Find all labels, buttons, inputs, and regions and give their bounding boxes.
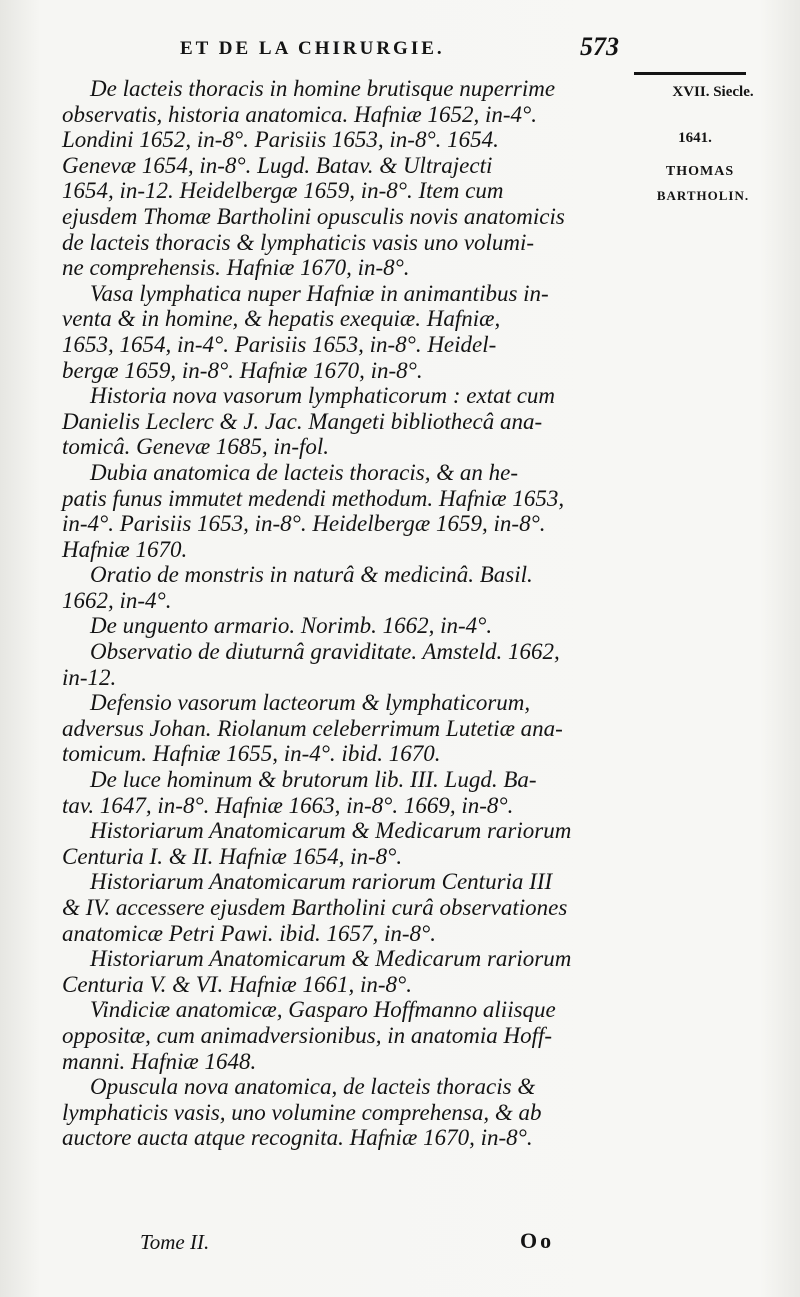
margin-note-author-first: THOMAS: [665, 164, 735, 179]
text-line: Historiarum Anatomicarum & Medicarum rariorum: [90, 818, 572, 844]
text-line: anatomicæ Petri Pawi. ibid. 1657, in-8°.: [62, 920, 436, 946]
text-line: tomicâ. Genevæ 1685, in-fol.: [62, 434, 330, 460]
text-line: 1653, 1654, in-4°. Parisiis 1653, in-8°. Heidel-: [62, 331, 497, 357]
text-line: de lacteis thoracis & lymphaticis vasis uno volumi-: [62, 229, 535, 255]
text-line: De unguento armario. Norimb. 1662, in-4°.: [90, 613, 493, 639]
text-line: lymphaticis vasis, uno volumine comprehensa, & ab: [62, 1099, 542, 1125]
text-line: auctore aucta atque recognita. Hafniæ 1670, in-8°.: [62, 1125, 533, 1151]
text-line: ne comprehensis. Hafniæ 1670, in-8°.: [62, 255, 410, 281]
volume-footer: Tome II.: [140, 1230, 210, 1254]
text-line: 1654, in-12. Heidelbergæ 1659, in-8°. Item cum: [62, 178, 504, 204]
text-line: patis funus immutet medendi methodum. Hafniæ 1653,: [62, 485, 565, 511]
text-line: Londini 1652, in-8°. Parisiis 1653, in-8°. 1654.: [62, 127, 499, 153]
text-line: in-4°. Parisiis 1653, in-8°. Heidelbergæ 1659, in-8°.: [62, 511, 546, 537]
text-line: Centuria V. & VI. Hafniæ 1661, in-8°.: [62, 971, 412, 997]
text-line: Historia nova vasorum lymphaticorum : extat cum: [90, 383, 556, 409]
page-number: 573: [580, 32, 619, 61]
text-line: Oratio de monstris in naturâ & medicinâ. Basil.: [90, 562, 533, 588]
text-line: Opuscula nova anatomica, de lacteis thoracis &: [90, 1074, 536, 1100]
body-text: [62, 76, 647, 1151]
text-line: Vindiciæ anatomicæ, Gasparo Hoffmanno aliisque: [90, 997, 556, 1023]
text-line: observatis, historia anatomica. Hafniæ 1652, in-4°.: [62, 101, 537, 127]
text-line: Dubia anatomica de lacteis thoracis, & an he-: [90, 459, 518, 485]
text-line: Hafniæ 1670.: [62, 536, 188, 562]
text-line: 1662, in-4°.: [62, 587, 172, 613]
margin-note-century: XVII. Siecle.: [672, 84, 754, 100]
text-line: Vasa lymphatica nuper Hafniæ in animantibus in-: [90, 280, 549, 306]
text-line: tomicum. Hafniæ 1655, in-4°. ibid. 1670.: [62, 741, 441, 767]
text-line: De luce hominum & brutorum lib. III. Lugd. Ba-: [90, 767, 537, 793]
running-head: ET DE LA CHIRURGIE.: [180, 38, 445, 59]
text-line: in-12.: [62, 664, 117, 690]
text-line: oppositæ, cum animadversionibus, in anatomia Hoff-: [62, 1022, 553, 1048]
text-line: manni. Hafniæ 1648.: [62, 1048, 257, 1074]
text-line: Historiarum Anatomicarum & Medicarum rariorum: [90, 946, 572, 972]
text-line: ejusdem Thomæ Bartholini opusculis novis anatomicis: [62, 203, 565, 229]
text-line: Observatio de diuturnâ graviditate. Amsteld. 1662,: [90, 639, 560, 665]
text-line: Historiarum Anatomicarum rariorum Centuria III: [90, 869, 553, 895]
text-line: Danielis Leclerc & J. Jac. Mangeti bibliothecâ ana-: [62, 408, 543, 434]
text-line: & IV. accessere ejusdem Bartholini curâ observationes: [62, 895, 568, 920]
text-line: adversus Johan. Riolanum celeberrimum Lutetiæ ana-: [62, 715, 563, 741]
text-line: Centuria I. & II. Hafniæ 1654, in-8°.: [62, 843, 403, 869]
text-line: venta & in homine, & hepatis exequiæ. Hafniæ,: [62, 306, 501, 332]
signature-mark: Oo: [520, 1228, 555, 1253]
text-line: bergæ 1659, in-8°. Hafniæ 1670, in-8°.: [62, 357, 423, 383]
margin-note-year: 1641.: [678, 130, 712, 146]
text-line: Genevæ 1654, in-8°. Lugd. Batav. & Ultrajecti: [62, 152, 493, 178]
text-line: Defensio vasorum lacteorum & lymphaticorum,: [90, 690, 531, 716]
margin-note-author-last: BARTHOLIN.: [656, 188, 750, 203]
text-line: De lacteis thoracis in homine brutisque nuperrime: [90, 76, 556, 101]
margin-rule: [634, 72, 746, 75]
text-line: tav. 1647, in-8°. Hafniæ 1663, in-8°. 1669, in-8°.: [62, 792, 514, 818]
